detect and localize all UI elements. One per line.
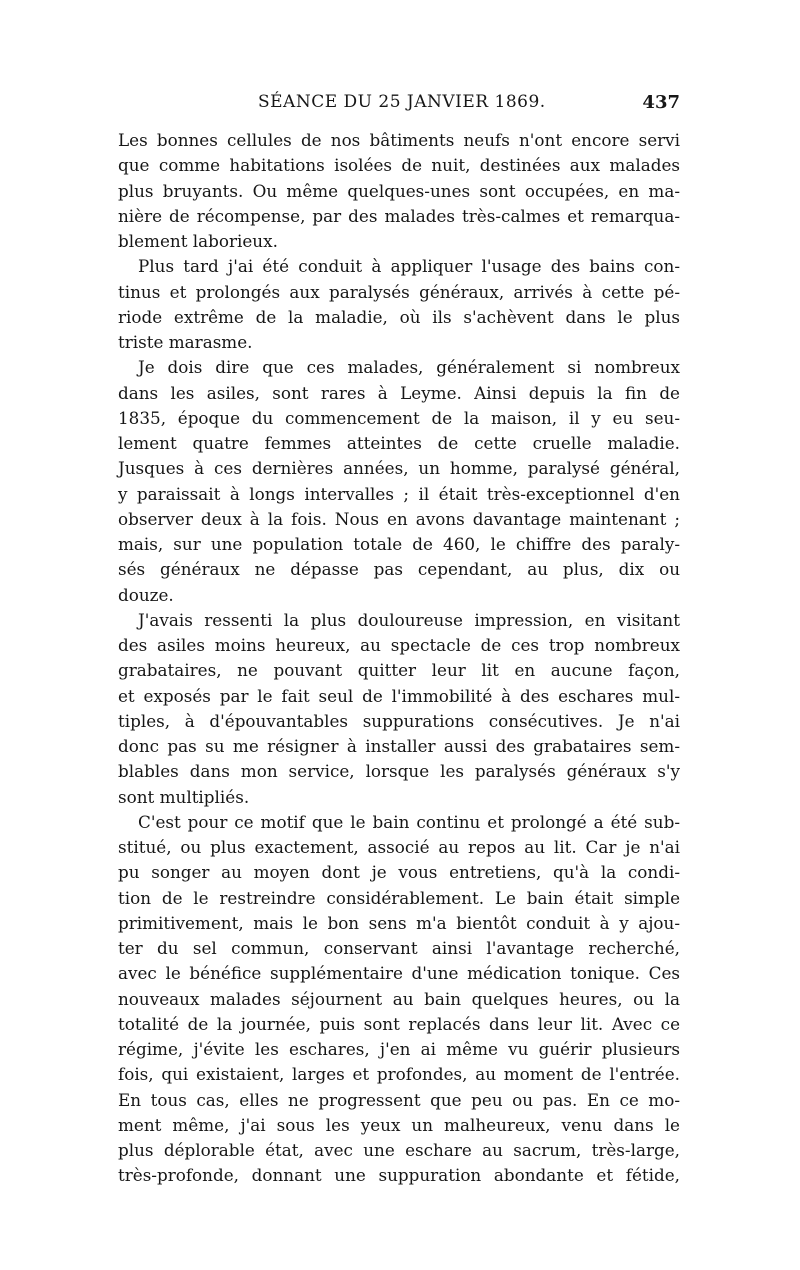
text-line: Les bonnes cellules de nos bâtiments neufs n'ont encore servi <box>118 130 680 150</box>
text-line: sés généraux ne dépasse pas cependant, au plus, dix ou <box>118 559 680 580</box>
text-line: blables dans mon service, lorsque les paralysés généraux s'y <box>118 761 680 782</box>
text-line: stitué, ou plus exactement, associé au repos au lit. Car je n'ai <box>118 837 680 857</box>
text-line: En tous cas, elles ne progressent que peu ou pas. En ce mo- <box>118 1089 680 1110</box>
text-line: tion de le restreindre considérablement. Le bain était simple <box>118 887 680 908</box>
body-text <box>118 128 680 1189</box>
text-line: pu songer au moyen dont je vous entretiens, qu'à la condi- <box>118 862 680 883</box>
text-line: mais, sur une population totale de 460, le chiffre des paraly- <box>118 534 680 554</box>
page-number: 437 <box>642 92 680 113</box>
text-line: 1835, époque du commencement de la maison, il y eu seu- <box>118 407 680 428</box>
text-line: nière de récompense, par des malades très-calmes et remarqua- <box>118 205 680 226</box>
text-line: avec le bénéfice supplémentaire d'une médication tonique. Ces <box>118 963 680 984</box>
text-line: totalité de la journée, puis sont replacés dans leur lit. Avec ce <box>118 1013 680 1034</box>
text-line: C'est pour ce motif que le bain continu et prolongé a été sub- <box>138 811 680 832</box>
text-line: grabataires, ne pouvant quitter leur lit en aucune façon, <box>118 660 680 681</box>
text-line: douze. <box>118 584 174 605</box>
text-line: riode extrême de la maladie, où ils s'achèvent dans le plus <box>118 306 680 327</box>
text-line: nouveaux malades séjournent au bain quelques heures, ou la <box>118 988 680 1009</box>
text-line: tinus et prolongés aux paralysés généraux, arrivés à cette pé- <box>118 281 680 302</box>
text-line: fois, qui existaient, larges et profondes, au moment de l'entrée. <box>118 1064 680 1085</box>
text-line: plus bruyants. Ou même quelques-unes sont occupées, en ma- <box>118 180 680 201</box>
text-line: sont multipliés. <box>118 786 250 807</box>
text-line: plus déplorable état, avec une eschare au sacrum, très-large, <box>118 1140 680 1160</box>
text-line: tiples, à d'épouvantables suppurations consécutives. Je n'ai <box>118 710 680 731</box>
running-title: SÉANCE DU 25 JANVIER 1869. <box>258 92 546 112</box>
text-line: Je dois dire que ces malades, généralement si nombreux <box>138 357 680 378</box>
text-line: et exposés par le fait seul de l'immobilité à des eschares mul- <box>118 685 680 706</box>
text-line: donc pas su me résigner à installer aussi des grabataires sem- <box>118 736 680 756</box>
text-line: y paraissait à longs intervalles ; il était très-exceptionnel d'en <box>118 483 680 504</box>
text-line: observer deux à la fois. Nous en avons davantage maintenant ; <box>118 508 680 529</box>
text-line: que comme habitations isolées de nuit, destinées aux malades <box>118 155 680 176</box>
text-line: régime, j'évite les eschares, j'en ai même vu guérir plusieurs <box>118 1039 680 1059</box>
running-head <box>118 92 680 122</box>
text-line: lement quatre femmes atteintes de cette cruelle maladie. <box>118 433 680 453</box>
text-line: blement laborieux. <box>118 231 278 251</box>
text-line: Plus tard j'ai été conduit à appliquer l'usage des bains con- <box>138 256 680 277</box>
text-line: triste marasme. <box>118 332 253 352</box>
text-line: des asiles moins heureux, au spectacle de ces trop nombreux <box>118 635 680 655</box>
text-line: primitivement, mais le bon sens m'a bientôt conduit à y ajou- <box>118 912 680 933</box>
text-line: J'avais ressenti la plus douloureuse impression, en visitant <box>138 609 680 630</box>
text-line: ment même, j'ai sous les yeux un malheureux, venu dans le <box>118 1114 680 1135</box>
text-line: dans les asiles, sont rares à Leyme. Ainsi depuis la fin de <box>118 382 680 403</box>
text-line: ter du sel commun, conservant ainsi l'avantage recherché, <box>118 938 680 958</box>
text-line: très-profonde, donnant une suppuration abondante et fétide, <box>118 1165 680 1186</box>
text-line: Jusques à ces dernières années, un homme, paralysé général, <box>118 458 680 479</box>
